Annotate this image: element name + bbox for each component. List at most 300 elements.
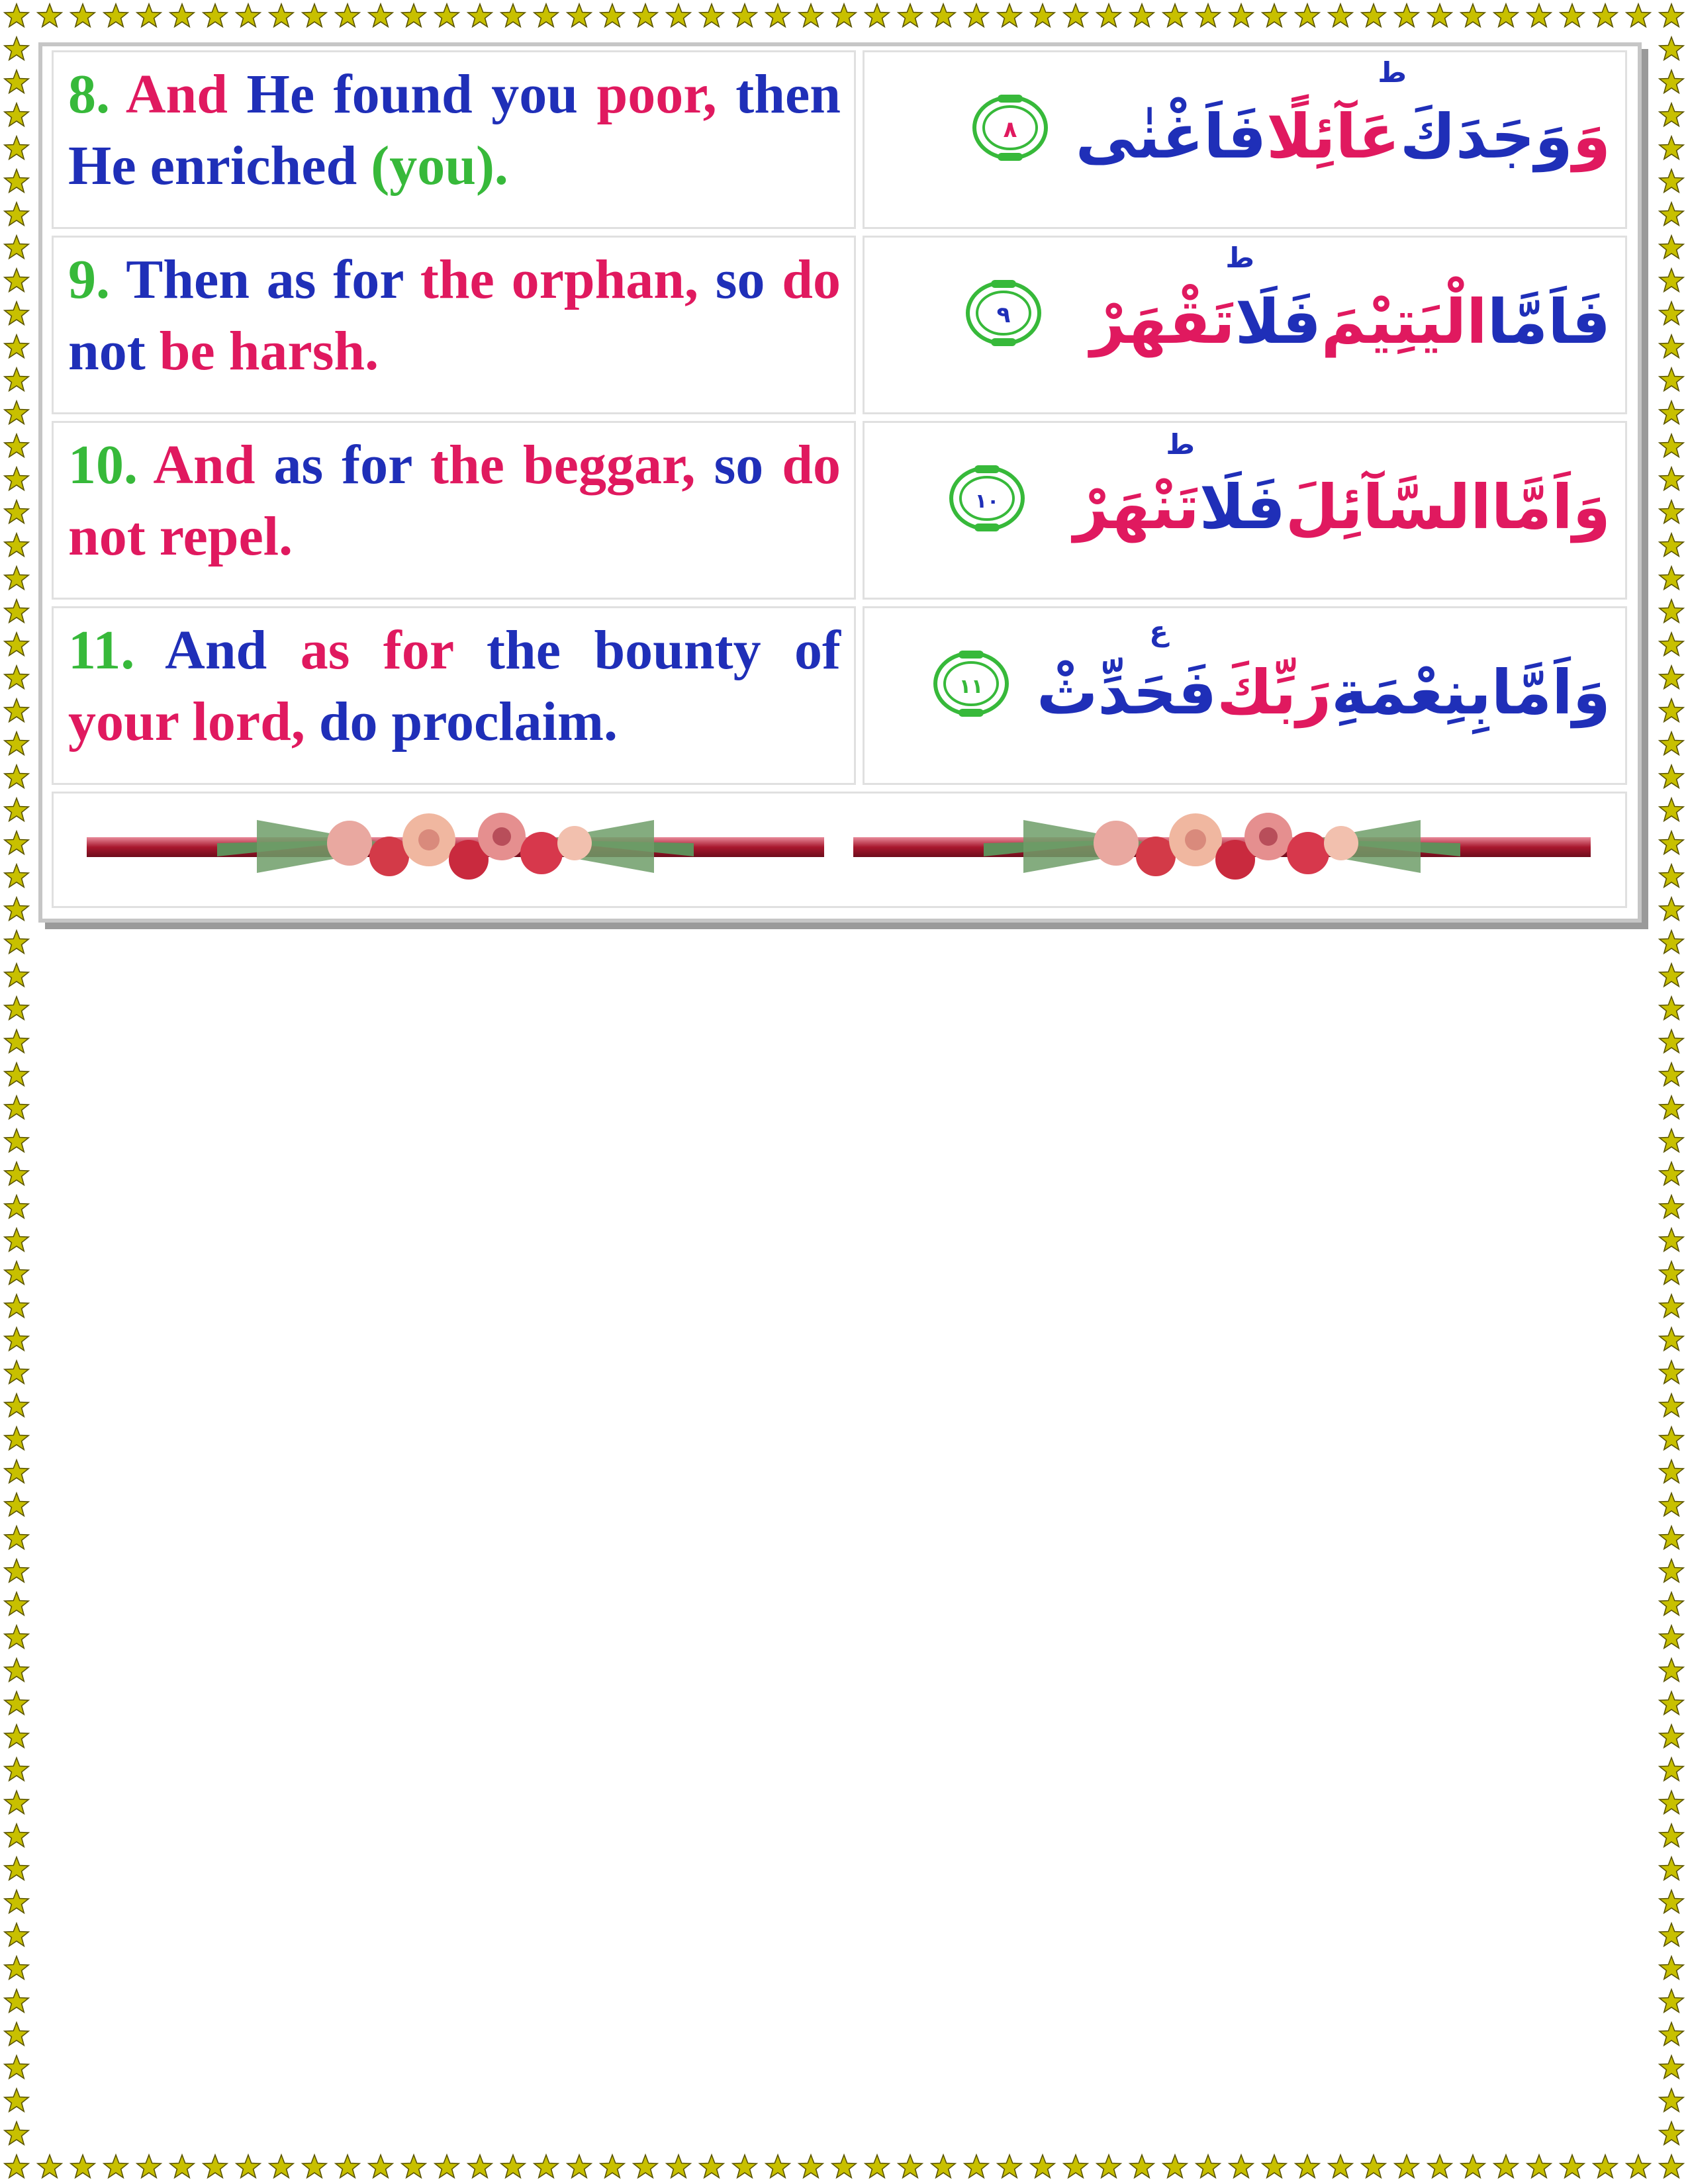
border-star-icon [5, 997, 28, 1019]
floral-divider-image [54, 794, 1625, 906]
border-star-icon [1660, 1394, 1683, 1416]
border-star-icon [5, 1824, 28, 1846]
star-border-top [0, 0, 1688, 33]
border-star-icon [1660, 1592, 1683, 1615]
border-star-icon [1660, 864, 1683, 887]
english-segment: poor, [596, 64, 717, 125]
border-star-icon [5, 1427, 28, 1449]
border-star-icon [1626, 2155, 1650, 2177]
arabic-segment: وَ [1572, 101, 1611, 172]
border-star-icon [269, 4, 293, 26]
star-border-left [0, 0, 33, 2184]
english-segment: be harsh. [159, 320, 379, 382]
border-star-icon [1196, 2155, 1220, 2177]
border-star-icon [1130, 4, 1154, 26]
border-star-icon [5, 1096, 28, 1118]
border-star-icon [898, 4, 922, 26]
border-star-icon [1560, 4, 1584, 26]
border-star-icon [5, 103, 28, 126]
border-star-icon [5, 1328, 28, 1350]
border-star-icon [1660, 1328, 1683, 1350]
border-star-icon [998, 4, 1021, 26]
border-star-icon [1660, 732, 1683, 754]
border-star-icon [5, 732, 28, 754]
english-cell [52, 50, 856, 229]
border-star-icon [5, 169, 28, 192]
svg-text:٨: ٨ [1003, 116, 1017, 144]
border-star-icon [203, 4, 227, 26]
border-star-icon [1428, 4, 1452, 26]
border-star-icon [5, 1030, 28, 1052]
english-segment: And [110, 64, 247, 125]
english-segment: as for [300, 619, 487, 681]
english-translation [68, 244, 841, 387]
border-star-icon [5, 666, 28, 688]
border-star-icon [1660, 1295, 1683, 1317]
border-star-icon [5, 269, 28, 291]
border-star-icon [1660, 1659, 1683, 1681]
border-star-icon [1660, 1758, 1683, 1780]
border-star-icon [5, 500, 28, 523]
border-star-icon [931, 4, 955, 26]
border-star-icon [5, 699, 28, 721]
english-segment: do [782, 249, 841, 310]
arabic-segment: تَنْهَرْ [1073, 472, 1199, 543]
pause-mark: ط [1166, 428, 1195, 461]
english-segment: And [134, 619, 301, 681]
border-star-icon [435, 4, 459, 26]
arabic-verse [966, 91, 1611, 188]
verse-number: 9. [68, 249, 110, 310]
floral-bar-right [853, 813, 1591, 880]
border-star-icon [104, 4, 128, 26]
border-star-icon [5, 2023, 28, 2045]
ayah-end-marker [948, 464, 1026, 559]
border-star-icon [5, 302, 28, 324]
arabic-verse [959, 276, 1611, 373]
english-segment: so [695, 434, 782, 496]
border-star-icon [1660, 169, 1683, 192]
arabic-verse [943, 461, 1611, 559]
border-star-icon [1395, 2155, 1419, 2177]
pause-mark: ع [1149, 615, 1168, 647]
english-cell [52, 421, 856, 600]
border-star-icon [733, 2155, 757, 2177]
border-star-icon [534, 2155, 558, 2177]
arabic-segment: السَّآئِلَ [1285, 472, 1491, 543]
border-star-icon [5, 203, 28, 225]
english-segment: the orphan, [420, 249, 699, 310]
verse-table [38, 42, 1642, 923]
border-star-icon [269, 2155, 293, 2177]
arabic-segment: فَاَغْنٰى [1075, 101, 1267, 172]
english-translation [68, 59, 841, 202]
border-star-icon [1660, 1096, 1683, 1118]
border-star-icon [336, 4, 359, 26]
border-star-icon [1660, 368, 1683, 390]
border-star-icon [5, 1261, 28, 1284]
border-star-icon [534, 4, 558, 26]
verse-number: 8. [68, 64, 110, 125]
border-star-icon [1031, 2155, 1055, 2177]
border-star-icon [1660, 1625, 1683, 1648]
border-star-icon [1660, 567, 1683, 589]
border-star-icon [1660, 335, 1683, 357]
border-star-icon [1064, 2155, 1088, 2177]
border-star-icon [964, 4, 988, 26]
arabic-verse [927, 647, 1611, 744]
border-star-icon [1660, 600, 1683, 622]
floral-bar-left [87, 813, 824, 880]
border-star-icon [1329, 4, 1352, 26]
border-star-icon [170, 4, 194, 26]
border-star-icon [964, 2155, 988, 2177]
border-star-icon [5, 1659, 28, 1681]
border-star-icon [1660, 1824, 1683, 1846]
verse-row-11 [52, 606, 1627, 785]
english-segment: (you). [371, 135, 508, 197]
border-star-icon [5, 765, 28, 788]
border-star-icon [1461, 2155, 1485, 2177]
border-star-icon [733, 4, 757, 26]
border-star-icon [5, 1228, 28, 1251]
english-segment: the bounty [487, 619, 761, 681]
border-star-icon [700, 2155, 724, 2177]
border-star-icon [468, 4, 492, 26]
border-star-icon [5, 1956, 28, 1979]
english-cell [52, 606, 856, 785]
border-star-icon [1097, 2155, 1121, 2177]
border-star-icon [5, 1295, 28, 1317]
border-star-icon [1295, 2155, 1319, 2177]
border-star-icon [1660, 633, 1683, 655]
border-star-icon [766, 4, 790, 26]
arabic-segment: وَاَمَّا [1491, 657, 1611, 728]
border-star-icon [1660, 1923, 1683, 1946]
border-star-icon [5, 1394, 28, 1416]
border-star-icon [1660, 798, 1683, 821]
border-star-icon [1660, 931, 1683, 953]
verse-number: 11. [68, 619, 135, 681]
border-star-icon [1097, 4, 1121, 26]
border-star-icon [5, 533, 28, 556]
border-star-icon [1163, 4, 1187, 26]
pause-mark: ط [1378, 56, 1407, 89]
arabic-segment: فَلَا [1199, 472, 1286, 543]
border-star-icon [5, 1857, 28, 1880]
border-star-icon [5, 798, 28, 821]
border-star-icon [1494, 4, 1518, 26]
border-star-icon [203, 2155, 227, 2177]
border-star-icon [5, 600, 28, 622]
border-star-icon [766, 2155, 790, 2177]
border-star-icon [104, 2155, 128, 2177]
pause-mark: ط [1225, 242, 1254, 274]
english-translation [68, 615, 841, 758]
ayah-end-marker [964, 279, 1043, 373]
border-star-icon [5, 1559, 28, 1582]
border-star-icon [236, 2155, 260, 2177]
border-star-icon [5, 1526, 28, 1549]
border-star-icon [435, 2155, 459, 2177]
border-star-icon [1527, 4, 1551, 26]
border-star-icon [1660, 1261, 1683, 1284]
border-star-icon [5, 335, 28, 357]
arabic-cell [863, 421, 1627, 600]
border-star-icon [1660, 1956, 1683, 1979]
arabic-cell [863, 236, 1627, 414]
arabic-segment: الْيَتِيْمَ [1321, 287, 1487, 357]
border-star-icon [1064, 4, 1088, 26]
border-star-icon [1660, 1162, 1683, 1185]
border-star-icon [402, 2155, 426, 2177]
border-star-icon [5, 897, 28, 920]
svg-text:١٠: ١٠ [974, 490, 999, 514]
border-star-icon [1660, 1725, 1683, 1747]
english-segment: do proclaim. [305, 691, 618, 752]
border-star-icon [1660, 1857, 1683, 1880]
border-star-icon [468, 2155, 492, 2177]
arabic-cell [863, 606, 1627, 785]
border-star-icon [1660, 765, 1683, 788]
border-star-icon [402, 4, 426, 26]
border-star-icon [5, 831, 28, 854]
border-star-icon [1362, 4, 1385, 26]
border-star-icon [1626, 4, 1650, 26]
floral-divider-row [52, 792, 1627, 908]
english-segment: the beggar, [430, 434, 696, 496]
arabic-segment: بِنِعْمَةِ [1331, 657, 1491, 728]
border-star-icon [1560, 2155, 1584, 2177]
border-star-icon [5, 1890, 28, 1913]
border-star-icon [303, 4, 326, 26]
border-star-icon [1329, 2155, 1352, 2177]
border-star-icon [5, 434, 28, 457]
border-star-icon [1660, 1493, 1683, 1516]
border-star-icon [1295, 4, 1319, 26]
english-segment: do not [68, 434, 841, 567]
border-star-icon [1660, 236, 1683, 258]
english-segment: of [761, 619, 841, 681]
border-star-icon [5, 70, 28, 93]
border-star-icon [1660, 1063, 1683, 1085]
border-star-icon [5, 1625, 28, 1648]
border-star-icon [1660, 1692, 1683, 1714]
border-star-icon [633, 4, 657, 26]
border-star-icon [667, 4, 690, 26]
border-star-icon [1660, 203, 1683, 225]
border-star-icon [71, 4, 95, 26]
border-star-icon [1660, 136, 1683, 159]
english-segment: And [138, 434, 274, 496]
border-star-icon [5, 1592, 28, 1615]
arabic-segment: وَجَدَكَ [1399, 101, 1573, 172]
border-star-icon [1660, 1526, 1683, 1549]
border-star-icon [5, 964, 28, 986]
border-star-icon [1660, 1460, 1683, 1482]
border-star-icon [1660, 37, 1683, 60]
border-star-icon [567, 2155, 591, 2177]
english-segment: He found you [246, 64, 597, 125]
star-border-bottom [0, 2151, 1688, 2184]
border-star-icon [1196, 4, 1220, 26]
border-star-icon [998, 2155, 1021, 2177]
border-star-icon [1660, 2122, 1683, 2144]
border-star-icon [369, 2155, 393, 2177]
border-star-icon [600, 4, 624, 26]
border-star-icon [1494, 2155, 1518, 2177]
border-star-icon [5, 1460, 28, 1482]
border-star-icon [1660, 1195, 1683, 1218]
verse-row-9 [52, 236, 1627, 414]
arabic-cell [863, 50, 1627, 229]
border-star-icon [5, 2122, 28, 2144]
border-star-icon [1660, 1791, 1683, 1813]
border-star-icon [1362, 2155, 1385, 2177]
border-star-icon [501, 4, 525, 26]
border-star-icon [236, 4, 260, 26]
border-star-icon [369, 4, 393, 26]
border-star-icon [1660, 831, 1683, 854]
border-star-icon [1660, 269, 1683, 291]
border-star-icon [1660, 699, 1683, 721]
border-star-icon [832, 4, 856, 26]
border-star-icon [1660, 1890, 1683, 1913]
border-star-icon [71, 2155, 95, 2177]
border-star-icon [1660, 500, 1683, 523]
border-star-icon [303, 2155, 326, 2177]
border-star-icon [633, 2155, 657, 2177]
border-star-icon [1660, 467, 1683, 490]
english-cell [52, 236, 856, 414]
border-star-icon [5, 1989, 28, 2012]
border-star-icon [1660, 897, 1683, 920]
border-star-icon [1660, 1129, 1683, 1152]
floral-divider-cell [52, 792, 1627, 908]
border-star-icon [5, 1063, 28, 1085]
border-star-icon [1262, 2155, 1286, 2177]
border-star-icon [5, 1493, 28, 1516]
border-star-icon [5, 2056, 28, 2078]
border-star-icon [1660, 1030, 1683, 1052]
ayah-end-marker [932, 649, 1010, 744]
verse-number: 10. [68, 434, 138, 496]
border-star-icon [5, 37, 28, 60]
border-star-icon [5, 467, 28, 490]
border-star-icon [1395, 4, 1419, 26]
arabic-segment: وَاَمَّا [1491, 472, 1611, 543]
border-star-icon [5, 2089, 28, 2111]
svg-text:٩: ٩ [996, 302, 1011, 329]
arabic-segment: فَلَا [1235, 287, 1321, 357]
border-star-icon [1660, 2089, 1683, 2111]
border-star-icon [1660, 964, 1683, 986]
border-star-icon [1163, 2155, 1187, 2177]
svg-text:١١: ١١ [959, 675, 984, 699]
border-star-icon [5, 1725, 28, 1747]
border-star-icon [1660, 2056, 1683, 2078]
border-star-icon [1461, 4, 1485, 26]
arabic-segment: فَاَمَّا [1487, 287, 1611, 357]
border-star-icon [5, 1361, 28, 1383]
english-segment: then He enriched [68, 64, 841, 197]
border-star-icon [5, 1923, 28, 1946]
border-star-icon [865, 2155, 889, 2177]
border-star-icon [5, 567, 28, 589]
border-star-icon [137, 2155, 161, 2177]
border-star-icon [170, 2155, 194, 2177]
arabic-segment: فَحَدِّثْ [1036, 657, 1217, 728]
border-star-icon [38, 4, 62, 26]
border-star-icon [38, 2155, 62, 2177]
english-segment: repel. [159, 506, 293, 567]
border-star-icon [1660, 401, 1683, 424]
border-star-icon [832, 2155, 856, 2177]
border-star-icon [898, 2155, 922, 2177]
border-star-icon [1660, 1559, 1683, 1582]
english-segment: Then as for [110, 249, 420, 310]
arabic-segment: رَبِّكَ [1217, 657, 1332, 728]
star-border-right [1655, 0, 1688, 2184]
english-segment: your lord, [68, 691, 305, 752]
border-star-icon [5, 1195, 28, 1218]
english-segment: so [698, 249, 782, 310]
border-star-icon [5, 633, 28, 655]
border-star-icon [1660, 103, 1683, 126]
border-star-icon [865, 4, 889, 26]
english-translation [68, 430, 841, 572]
border-star-icon [1660, 666, 1683, 688]
verse-row-10 [52, 421, 1627, 600]
border-star-icon [5, 1791, 28, 1813]
border-star-icon [799, 4, 823, 26]
border-star-icon [1593, 2155, 1617, 2177]
border-star-icon [799, 2155, 823, 2177]
border-star-icon [1660, 2023, 1683, 2045]
border-star-icon [1660, 997, 1683, 1019]
border-star-icon [5, 136, 28, 159]
border-star-icon [1660, 434, 1683, 457]
border-star-icon [5, 931, 28, 953]
border-star-icon [1660, 1989, 1683, 2012]
border-star-icon [1031, 4, 1055, 26]
border-star-icon [5, 368, 28, 390]
border-star-icon [5, 1162, 28, 1185]
border-star-icon [1428, 2155, 1452, 2177]
border-star-icon [5, 1129, 28, 1152]
border-star-icon [1660, 533, 1683, 556]
border-star-icon [1660, 1228, 1683, 1251]
border-star-icon [137, 4, 161, 26]
border-star-icon [1660, 70, 1683, 93]
border-star-icon [700, 4, 724, 26]
border-star-icon [5, 1692, 28, 1714]
border-star-icon [1262, 4, 1286, 26]
ayah-end-marker [971, 93, 1049, 188]
border-star-icon [667, 2155, 690, 2177]
verse-row-8 [52, 50, 1627, 229]
border-star-icon [5, 864, 28, 887]
border-star-icon [5, 401, 28, 424]
english-segment: not [68, 320, 160, 382]
arabic-segment: تَقْهَرْ [1090, 287, 1235, 357]
border-star-icon [1660, 1427, 1683, 1449]
border-star-icon [1229, 4, 1253, 26]
arabic-segment: عَآئِلًا [1266, 101, 1400, 172]
border-star-icon [1130, 2155, 1154, 2177]
border-star-icon [336, 2155, 359, 2177]
border-star-icon [1527, 2155, 1551, 2177]
